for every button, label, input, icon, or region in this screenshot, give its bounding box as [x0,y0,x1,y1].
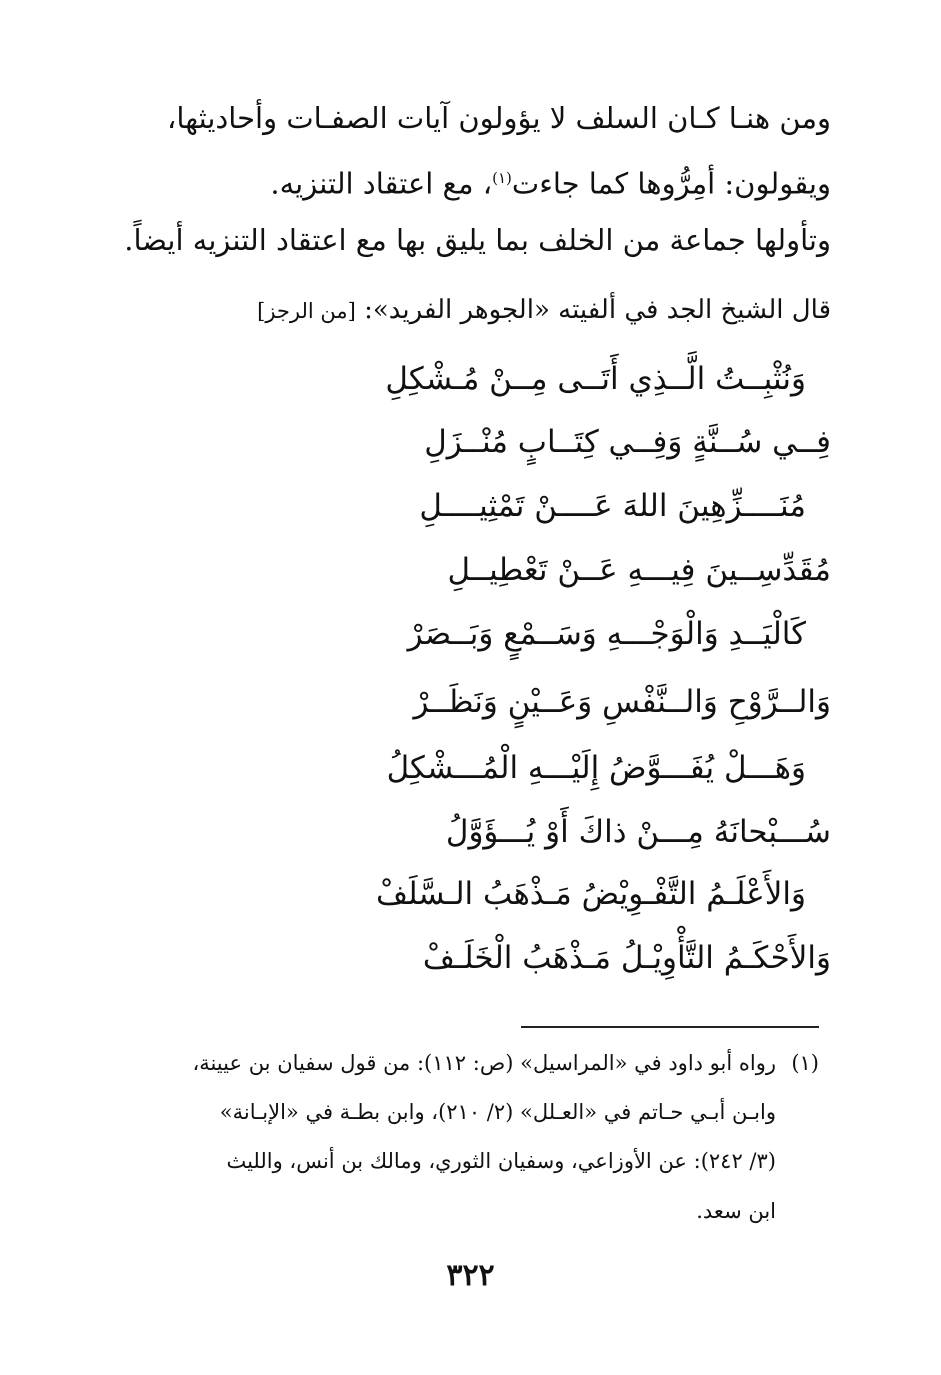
footnote-line: (٣/ ٢٤٢): عن الأوزاعي، وسفيان الثوري، ومالك بن أنس، والليث [226,1149,776,1173]
footnote-line: وابـن أبـي حـاتم في «العـلل» (٢/ ٢١٠)، وابن بطـة في «الإبـانة» [219,1100,776,1124]
verse-line: وَهَـــلْ يُفَـــوَّضُ إِلَيْـــهِ الْمُـــشْكِلُ [386,750,806,786]
verse-line: سُـــبْحانَهُ مِـــنْ ذاكَ أَوْ يُـــؤَوَّلُ [445,814,831,850]
meter-tag: [من الرجز] [257,299,356,323]
footnote-line: ابن سعد. [696,1199,776,1223]
verse-line: كَالْيَــدِ وَالْوَجْـــهِ وَسَــمْعٍ وَبَــصَرْ [407,616,806,652]
footnote-divider [521,1026,819,1028]
text-span: وتأولها جماعة من الخلف بما يليق بها مع اعتقاد التنزيه أيضاً. [124,223,831,257]
paragraph-line [124,220,831,260]
text-span: ، مع اعتقاد التنزيه. [270,166,493,201]
paragraph-line [167,98,831,138]
paragraph-line [270,158,831,204]
verse-line: وَالأَحْكَـمُ التَّأْوِيْـلُ مَـذْهَبُ الْخَلَـفْ [422,940,831,976]
footnote-line: رواه أبو داود في «المراسيل» (ص: ١١٢): من قول سفيان بن عيينة، [192,1051,776,1075]
page-number: ٣٢٢ [446,1258,495,1293]
verse-line: وَالــرَّوْحِ وَالــنَّفْسِ وَعَــيْنٍ وَنَظَــرْ [413,684,831,720]
verse-line: وَالأَعْلَـمُ التَّفْـوِيْضُ مَـذْهَبُ الـسَّلَفْ [376,876,806,912]
footnote-marker[interactable]: (١) [492,169,512,187]
verse-line: مُنَــــزِّهِينَ اللهَ عَــــنْ تَمْثِيــــلِ [419,488,806,524]
text-span: ومن هنـا كـان السلف لا يؤولون آيات الصفـات وأحاديثها، [167,101,831,135]
footnote-number: (١) [791,1051,819,1075]
verse-line: مُقَدِّسِــينَ فِيـــهِ عَــنْ تَعْطِيــلِ [447,552,831,588]
text-span: قال الشيخ الجد في ألفيته «الجوهر الفريد»: [364,295,831,325]
verse-line: فِــي سُــنَّةٍ وَفِــي كِتَــابٍ مُنْــزَلِ [424,424,831,460]
verse-line: وَنُثْبِــتُ الَّــذِي أَتَــى مِــنْ مُـشْكِلِ [385,361,806,397]
paragraph-line [257,290,831,331]
text-span: ويقولون: أمِرُّوها كما جاءت [511,166,831,201]
